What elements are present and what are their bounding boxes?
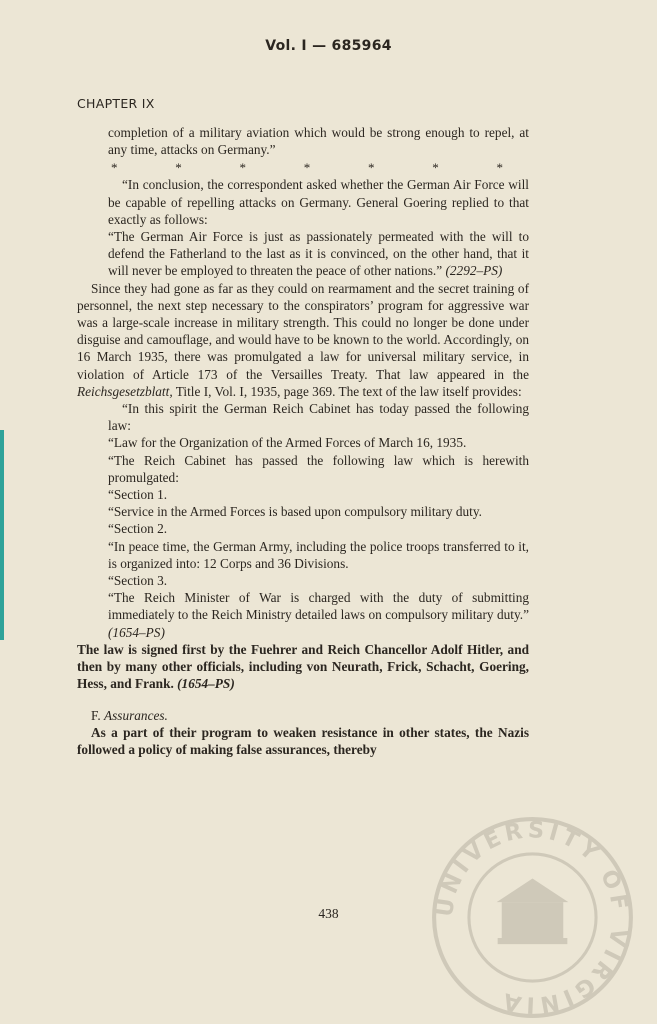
paragraph: “In this spirit the German Reich Cabinet has today passed the following law: (108, 401, 529, 434)
star: * (175, 160, 182, 176)
body-text (77, 124, 529, 758)
paragraph: “Section 3. (108, 573, 168, 589)
star: * (239, 160, 246, 176)
star: * (368, 160, 375, 176)
citation: (1654–PS) (177, 676, 235, 692)
paragraph: The law is signed first by the Fuehrer and Reich Chancellor Adolf Hitler, and then by many other officials, including von Neurath, Frick, Schacht, Goering, Hess, and Frank. (1654–PS) (77, 641, 529, 692)
paragraph: “The Reich Minister of War is charged with the duty of submitting immediately to the Reich Ministry detailed laws on compulsory military duty.” (1654–PS) (108, 590, 529, 640)
page-edge-marker (0, 430, 4, 640)
citation: (2292–PS) (445, 263, 503, 279)
star: * (303, 160, 311, 176)
star: * (432, 160, 439, 176)
paragraph: “Section 1. (108, 487, 168, 503)
paragraph: “The German Air Force is just as passionately permeated with the will to defend the Fatherland to the last as it is convinced, on the other hand, that it will never be employed to threaten the peace of other nations.” (2292–PS) (108, 229, 529, 279)
paragraph: completion of a military aviation which would be strong enough to repel, at any time, attacks on Germany.” (108, 125, 529, 158)
paragraph: “The Reich Cabinet has passed the following law which is herewith promulgated: (108, 452, 529, 485)
paragraph: As a part of their program to weaken resistance in other states, the Nazis followed a policy of making false assurances, thereby (77, 724, 529, 757)
publication-name: Reichsgesetzblatt, (77, 383, 173, 399)
ellipsis-stars (77, 159, 529, 176)
page-header: Vol. I — 685964 (265, 38, 392, 54)
star: * (111, 160, 118, 176)
paragraph: “Law for the Organization of the Armed Forces of March 16, 1935. (108, 435, 467, 451)
page-number: 438 (318, 906, 339, 921)
section-heading: F. Assurances. (91, 707, 168, 723)
seal-text: UNIVERSITY OF VIRGINIA (431, 817, 633, 1018)
university-seal-watermark (430, 815, 635, 1020)
paragraph: “Section 2. (108, 521, 168, 537)
paragraph: “Service in the Armed Forces is based upon compulsory military duty. (108, 504, 482, 520)
paragraph: “In conclusion, the correspondent asked whether the German Air Force will be capable of repelling attacks on Germany. General Goering replied to that exactly as follows: (108, 177, 529, 227)
star: * (496, 160, 503, 176)
paragraph: Since they had gone as far as they could on rearmament and the secret training of personnel, the next step necessary to the conspirators’ program for aggressive war was a large-scale increase in military strength. This could no longer be done under disguise and camouflage, and would have to be known to the world. Accordingly, on 16 March 1935, there was promulgated a law for universal military service, in violation of Article 173 of the Versailles Treaty. That law appeared in the Reichsgesetzblatt, Title I, Vol. I, 1935, page 369. The text of the law itself provides: (77, 280, 529, 399)
paragraph: “In peace time, the German Army, including the police troops transferred to it, is organized into: 12 Corps and 36 Divisions. (108, 538, 529, 571)
chapter-heading: CHAPTER IX (77, 96, 155, 111)
citation: (1654–PS) (108, 624, 165, 640)
